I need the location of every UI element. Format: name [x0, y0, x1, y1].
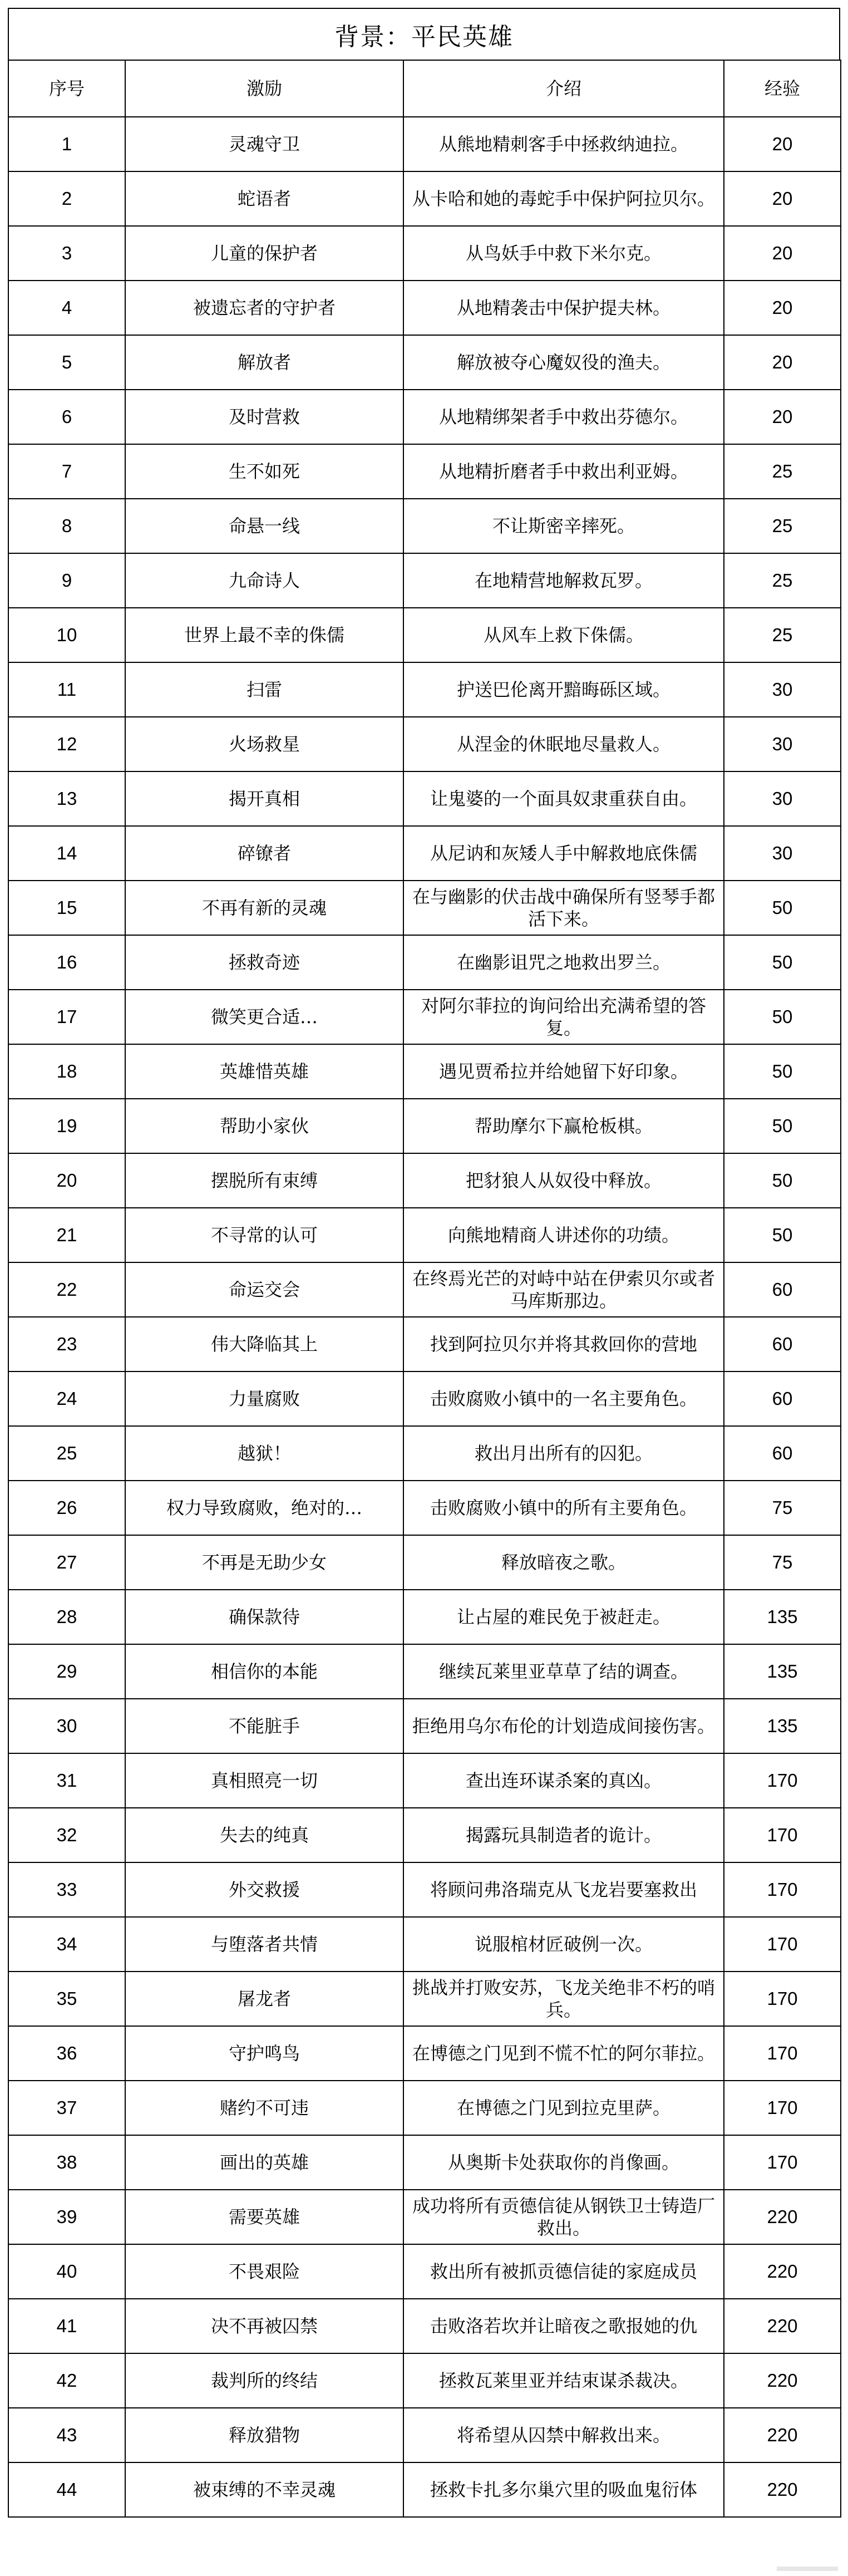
achievement-description: 救出所有被抓贡德信徒的家庭成员 — [403, 2244, 724, 2299]
achievement-name: 真相照亮一切 — [125, 1753, 403, 1808]
table-row — [8, 1481, 841, 1535]
achievement-name: 火场救星 — [125, 717, 403, 771]
experience-value: 50 — [724, 990, 841, 1044]
achievement-description: 继续瓦莱里亚草草了结的调查。 — [403, 1644, 724, 1699]
achievement-name: 摆脱所有束缚 — [125, 1153, 403, 1208]
row-number: 42 — [8, 2353, 125, 2408]
achievement-description: 从涅金的休眠地尽量救人。 — [403, 717, 724, 771]
row-number: 33 — [8, 1862, 125, 1917]
table-row — [8, 226, 841, 281]
column-header-number: 序号 — [8, 60, 125, 117]
experience-value: 170 — [724, 1917, 841, 1972]
achievement-name: 权力导致腐败，绝对的… — [125, 1481, 403, 1535]
row-number: 6 — [8, 390, 125, 444]
table-row — [8, 1590, 841, 1644]
achievement-description: 从地精绑架者手中救出芬德尔。 — [403, 390, 724, 444]
experience-value: 170 — [724, 1808, 841, 1862]
achievement-name: 确保款待 — [125, 1590, 403, 1644]
achievement-description: 把豺狼人从奴役中释放。 — [403, 1153, 724, 1208]
experience-value: 50 — [724, 1099, 841, 1153]
table-row — [8, 1644, 841, 1699]
achievement-description: 在幽影诅咒之地救出罗兰。 — [403, 935, 724, 990]
row-number: 17 — [8, 990, 125, 1044]
achievement-description: 从熊地精刺客手中拯救纳迪拉。 — [403, 117, 724, 171]
achievement-name: 力量腐败 — [125, 1371, 403, 1426]
achievement-name: 需要英雄 — [125, 2190, 403, 2244]
row-number: 5 — [8, 335, 125, 390]
experience-value: 20 — [724, 226, 841, 281]
experience-value: 30 — [724, 717, 841, 771]
table-row — [8, 1535, 841, 1590]
table-row — [8, 881, 841, 935]
table-row — [8, 990, 841, 1044]
experience-value: 30 — [724, 771, 841, 826]
row-number: 25 — [8, 1426, 125, 1481]
table-row — [8, 2244, 841, 2299]
achievement-description: 挑战并打败安苏，飞龙关绝非不朽的哨兵。 — [403, 1972, 724, 2026]
achievement-name: 伟大降临其上 — [125, 1317, 403, 1371]
achievement-description: 成功将所有贡德信徒从钢铁卫士铸造厂救出。 — [403, 2190, 724, 2244]
table-row — [8, 2299, 841, 2353]
experience-value: 20 — [724, 117, 841, 171]
row-number: 39 — [8, 2190, 125, 2244]
experience-value: 50 — [724, 935, 841, 990]
experience-value: 50 — [724, 1044, 841, 1099]
table-row — [8, 1208, 841, 1262]
table-row — [8, 1153, 841, 1208]
experience-value: 20 — [724, 171, 841, 226]
achievement-description: 遇见贾希拉并给她留下好印象。 — [403, 1044, 724, 1099]
achievement-name: 儿童的保护者 — [125, 226, 403, 281]
table-row — [8, 1262, 841, 1317]
row-number: 29 — [8, 1644, 125, 1699]
table-row — [8, 390, 841, 444]
achievement-description: 将顾问弗洛瑞克从飞龙岩要塞救出 — [403, 1862, 724, 1917]
achievement-description: 击败洛若坎并让暗夜之歌报她的仇 — [403, 2299, 724, 2353]
column-header-experience: 经验 — [724, 60, 841, 117]
achievement-name: 不畏艰险 — [125, 2244, 403, 2299]
table-row — [8, 1753, 841, 1808]
achievement-name: 赌约不可违 — [125, 2081, 403, 2135]
achievement-description: 揭露玩具制造者的诡计。 — [403, 1808, 724, 1862]
table-row — [8, 1317, 841, 1371]
achievement-name: 画出的英雄 — [125, 2135, 403, 2190]
experience-value: 20 — [724, 281, 841, 335]
table-row — [8, 444, 841, 499]
table-row — [8, 1808, 841, 1862]
achievement-sheet — [8, 8, 840, 2566]
achievement-name: 拯救奇迹 — [125, 935, 403, 990]
experience-value: 170 — [724, 2026, 841, 2081]
achievement-name: 守护鸣鸟 — [125, 2026, 403, 2081]
table-row — [8, 553, 841, 608]
table-row — [8, 1972, 841, 2026]
row-number: 13 — [8, 771, 125, 826]
achievement-name: 越狱！ — [125, 1426, 403, 1481]
row-number: 16 — [8, 935, 125, 990]
table-row — [8, 2026, 841, 2081]
experience-value: 25 — [724, 553, 841, 608]
achievement-description: 从风车上救下侏儒。 — [403, 608, 724, 662]
achievement-description: 在与幽影的伏击战中确保所有竖琴手都活下来。 — [403, 881, 724, 935]
row-number: 34 — [8, 1917, 125, 1972]
achievement-description: 从地精折磨者手中救出利亚姆。 — [403, 444, 724, 499]
achievement-description: 找到阿拉贝尔并将其救回你的营地 — [403, 1317, 724, 1371]
experience-value: 30 — [724, 826, 841, 881]
achievement-description: 让鬼婆的一个面具奴隶重获自由。 — [403, 771, 724, 826]
experience-value: 220 — [724, 2353, 841, 2408]
experience-value: 135 — [724, 1644, 841, 1699]
experience-value: 220 — [724, 2299, 841, 2353]
row-number: 2 — [8, 171, 125, 226]
achievement-name: 世界上最不幸的侏儒 — [125, 608, 403, 662]
achievement-name: 不再有新的灵魂 — [125, 881, 403, 935]
achievement-name: 裁判所的终结 — [125, 2353, 403, 2408]
table-row — [8, 2408, 841, 2462]
experience-value: 30 — [724, 662, 841, 717]
achievement-name: 灵魂守卫 — [125, 117, 403, 171]
achievement-description: 从卡哈和她的毒蛇手中保护阿拉贝尔。 — [403, 171, 724, 226]
row-number: 28 — [8, 1590, 125, 1644]
row-number: 8 — [8, 499, 125, 553]
table-row — [8, 117, 841, 171]
achievement-description: 查出连环谋杀案的真凶。 — [403, 1753, 724, 1808]
table-row — [8, 171, 841, 226]
achievement-description: 在地精营地解救瓦罗。 — [403, 553, 724, 608]
table-row — [8, 2462, 841, 2517]
experience-value: 50 — [724, 1153, 841, 1208]
row-number: 14 — [8, 826, 125, 881]
achievement-description: 说服棺材匠破例一次。 — [403, 1917, 724, 1972]
experience-value: 170 — [724, 2081, 841, 2135]
row-number: 7 — [8, 444, 125, 499]
row-number: 12 — [8, 717, 125, 771]
experience-value: 135 — [724, 1590, 841, 1644]
row-number: 44 — [8, 2462, 125, 2517]
table-row — [8, 335, 841, 390]
achievement-name: 屠龙者 — [125, 1972, 403, 2026]
achievement-name: 蛇语者 — [125, 171, 403, 226]
achievement-description: 救出月出所有的囚犯。 — [403, 1426, 724, 1481]
row-number: 30 — [8, 1699, 125, 1753]
experience-value: 170 — [724, 1862, 841, 1917]
experience-value: 170 — [724, 2135, 841, 2190]
experience-value: 25 — [724, 499, 841, 553]
row-number: 36 — [8, 2026, 125, 2081]
row-number: 23 — [8, 1317, 125, 1371]
achievement-table — [8, 60, 841, 2518]
achievement-name: 命悬一线 — [125, 499, 403, 553]
achievement-name: 解放者 — [125, 335, 403, 390]
achievement-description: 让占屋的难民免于被赶走。 — [403, 1590, 724, 1644]
watermark-icon — [777, 2564, 838, 2573]
experience-value: 75 — [724, 1535, 841, 1590]
experience-value: 220 — [724, 2244, 841, 2299]
table-row — [8, 2353, 841, 2408]
achievement-name: 失去的纯真 — [125, 1808, 403, 1862]
experience-value: 170 — [724, 1753, 841, 1808]
row-number: 20 — [8, 1153, 125, 1208]
experience-value: 220 — [724, 2190, 841, 2244]
achievement-name: 不再是无助少女 — [125, 1535, 403, 1590]
achievement-description: 在终焉光芒的对峙中站在伊索贝尔或者马库斯那边。 — [403, 1262, 724, 1317]
row-number: 18 — [8, 1044, 125, 1099]
achievement-name: 碎镣者 — [125, 826, 403, 881]
table-row — [8, 608, 841, 662]
achievement-description: 拒绝用乌尔布伦的计划造成间接伤害。 — [403, 1699, 724, 1753]
achievement-name: 相信你的本能 — [125, 1644, 403, 1699]
row-number: 26 — [8, 1481, 125, 1535]
achievement-description: 从地精袭击中保护提夫林。 — [403, 281, 724, 335]
table-row — [8, 2190, 841, 2244]
experience-value: 170 — [724, 1972, 841, 2026]
achievement-description: 护送巴伦离开黯晦砾区域。 — [403, 662, 724, 717]
row-number: 24 — [8, 1371, 125, 1426]
table-row — [8, 826, 841, 881]
achievement-name: 九命诗人 — [125, 553, 403, 608]
achievement-name: 扫雷 — [125, 662, 403, 717]
watermark-logo — [777, 2564, 838, 2575]
achievement-description: 从尼讷和灰矮人手中解救地底侏儒 — [403, 826, 724, 881]
table-row — [8, 2135, 841, 2190]
achievement-name: 帮助小家伙 — [125, 1099, 403, 1153]
experience-value: 60 — [724, 1371, 841, 1426]
achievement-name: 被束缚的不幸灵魂 — [125, 2462, 403, 2517]
table-row — [8, 662, 841, 717]
row-number: 37 — [8, 2081, 125, 2135]
row-number: 31 — [8, 1753, 125, 1808]
experience-value: 60 — [724, 1426, 841, 1481]
experience-value: 75 — [724, 1481, 841, 1535]
row-number: 43 — [8, 2408, 125, 2462]
table-row — [8, 1099, 841, 1153]
achievement-name: 决不再被囚禁 — [125, 2299, 403, 2353]
experience-value: 25 — [724, 608, 841, 662]
experience-value: 20 — [724, 390, 841, 444]
table-row — [8, 1699, 841, 1753]
achievement-description: 拯救瓦莱里亚并结束谋杀裁决。 — [403, 2353, 724, 2408]
achievement-name: 与堕落者共情 — [125, 1917, 403, 1972]
row-number: 27 — [8, 1535, 125, 1590]
achievement-name: 及时营救 — [125, 390, 403, 444]
table-row — [8, 1917, 841, 1972]
row-number: 19 — [8, 1099, 125, 1153]
achievement-description: 击败腐败小镇中的所有主要角色。 — [403, 1481, 724, 1535]
row-number: 22 — [8, 1262, 125, 1317]
achievement-name: 揭开真相 — [125, 771, 403, 826]
table-row — [8, 935, 841, 990]
achievement-description: 击败腐败小镇中的一名主要角色。 — [403, 1371, 724, 1426]
experience-value: 135 — [724, 1699, 841, 1753]
experience-value: 20 — [724, 335, 841, 390]
column-header-achievement: 激励 — [125, 60, 403, 117]
achievement-description: 从奥斯卡处获取你的肖像画。 — [403, 2135, 724, 2190]
row-number: 32 — [8, 1808, 125, 1862]
table-row — [8, 499, 841, 553]
achievement-description: 释放暗夜之歌。 — [403, 1535, 724, 1590]
row-number: 11 — [8, 662, 125, 717]
achievement-description: 对阿尔菲拉的询问给出充满希望的答复。 — [403, 990, 724, 1044]
row-number: 35 — [8, 1972, 125, 2026]
row-number: 9 — [8, 553, 125, 608]
experience-value: 60 — [724, 1317, 841, 1371]
table-row — [8, 1044, 841, 1099]
achievement-name: 生不如死 — [125, 444, 403, 499]
achievement-name: 微笑更合适… — [125, 990, 403, 1044]
achievement-description: 在博德之门见到拉克里萨。 — [403, 2081, 724, 2135]
row-number: 4 — [8, 281, 125, 335]
table-row — [8, 771, 841, 826]
row-number: 21 — [8, 1208, 125, 1262]
achievement-name: 释放猎物 — [125, 2408, 403, 2462]
achievement-description: 解放被夺心魔奴役的渔夫。 — [403, 335, 724, 390]
row-number: 38 — [8, 2135, 125, 2190]
achievement-name: 不能脏手 — [125, 1699, 403, 1753]
achievement-name: 命运交会 — [125, 1262, 403, 1317]
row-number: 40 — [8, 2244, 125, 2299]
row-number: 41 — [8, 2299, 125, 2353]
column-header-description: 介绍 — [403, 60, 724, 117]
achievement-description: 帮助摩尔下赢枪板棋。 — [403, 1099, 724, 1153]
experience-value: 50 — [724, 881, 841, 935]
achievement-name: 英雄惜英雄 — [125, 1044, 403, 1099]
achievement-description: 将希望从囚禁中解救出来。 — [403, 2408, 724, 2462]
experience-value: 220 — [724, 2462, 841, 2517]
table-row — [8, 1426, 841, 1481]
achievement-description: 不让斯密辛摔死。 — [403, 499, 724, 553]
experience-value: 60 — [724, 1262, 841, 1317]
achievement-name: 外交救援 — [125, 1862, 403, 1917]
table-row — [8, 717, 841, 771]
row-number: 15 — [8, 881, 125, 935]
experience-value: 25 — [724, 444, 841, 499]
table-body — [8, 117, 841, 2517]
achievement-name: 不寻常的认可 — [125, 1208, 403, 1262]
table-row — [8, 281, 841, 335]
achievement-name: 被遗忘者的守护者 — [125, 281, 403, 335]
table-row — [8, 1371, 841, 1426]
row-number: 10 — [8, 608, 125, 662]
achievement-description: 在博德之门见到不慌不忙的阿尔菲拉。 — [403, 2026, 724, 2081]
row-number: 3 — [8, 226, 125, 281]
experience-value: 220 — [724, 2408, 841, 2462]
row-number: 1 — [8, 117, 125, 171]
achievement-description: 向熊地精商人讲述你的功绩。 — [403, 1208, 724, 1262]
experience-value: 50 — [724, 1208, 841, 1262]
table-row — [8, 1862, 841, 1917]
achievement-description: 从鸟妖手中救下米尔克。 — [403, 226, 724, 281]
header-row — [8, 60, 841, 117]
achievement-description: 拯救卡扎多尔巢穴里的吸血鬼衍体 — [403, 2462, 724, 2517]
table-title: 背景：平民英雄 — [8, 8, 840, 60]
table-row — [8, 2081, 841, 2135]
